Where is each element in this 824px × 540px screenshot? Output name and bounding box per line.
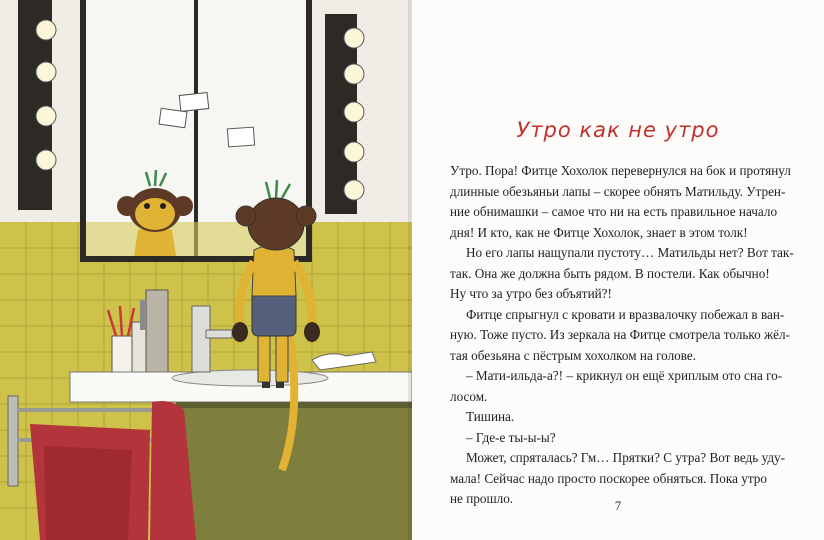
text-line: Тишина. — [466, 409, 515, 424]
text-line: не прошло. — [450, 491, 514, 506]
text-line: тая обезьяна с пёстрым хохолком на голове. — [450, 347, 697, 363]
text-line: мала! Сейчас надо просто поскорее обняться. Пока утро — [450, 470, 767, 486]
text-line: Ну что за утро без объятий?! — [450, 286, 612, 301]
text-line: ную. Тоже пусто. Из зеркала на Фитце смотрела только жёл- — [450, 327, 790, 342]
text-line: Может, спряталась? Гм… Прятки? С утра? Вот ведь уду- — [466, 450, 786, 465]
text-line: лосом. — [450, 388, 488, 404]
text-line: Фитце спрыгнул с кровати и вразвалочку побежал в ван- — [466, 306, 785, 322]
text-line: – Мати-ильда-а?! – крикнул он ещё хриплым ото сна го- — [466, 368, 783, 383]
text-line: дня! И кто, как не Фитце Хохолок, знает в этом толк! — [450, 224, 748, 240]
light-bar-left — [18, 0, 56, 210]
body-text — [450, 161, 796, 510]
text-line: длинные обезьяньи лапы – скорее обнять Матильду. Утрен- — [450, 183, 786, 199]
text-page — [412, 0, 824, 540]
light-bar-right — [325, 14, 364, 214]
text-line: ние обнимашки – самое что ни на есть правильное начало — [450, 204, 778, 219]
text-line: – Где-е ты-ы-ы? — [466, 429, 556, 445]
text-line: Утро. Пора! Фитце Хохолок перевернулся на бок и протянул — [450, 163, 791, 178]
chapter-title: Утро как не утро — [516, 118, 720, 142]
page-number: 7 — [614, 498, 622, 513]
text-line: так. Она же должна быть рядом. В постели. Как обычно! — [450, 265, 770, 281]
text-line: Но его лапы нащупали пустоту… Матильды нет? Вот так- — [466, 245, 794, 260]
